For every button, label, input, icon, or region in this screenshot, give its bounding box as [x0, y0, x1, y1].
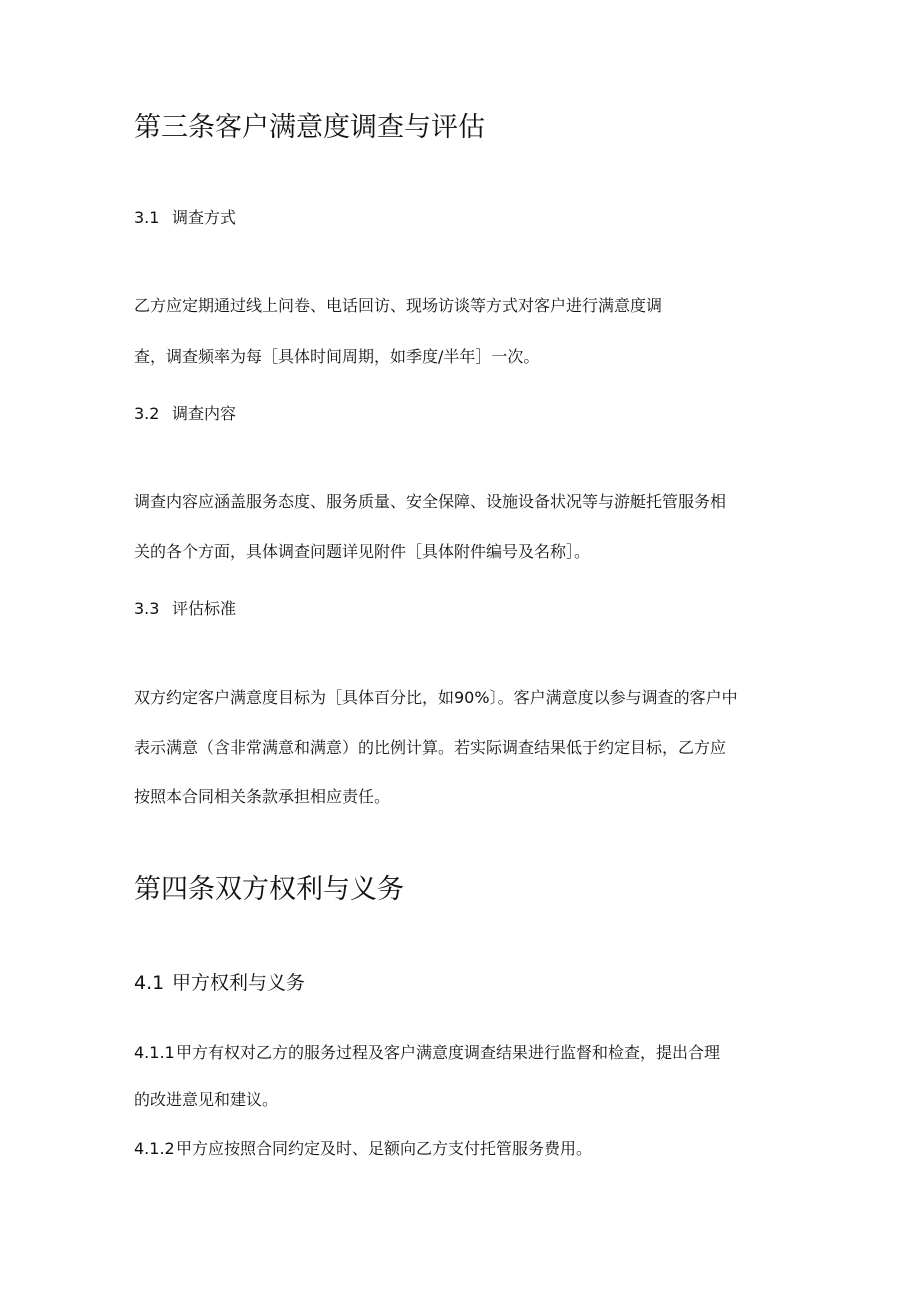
- section-number: 3.2: [134, 404, 160, 423]
- section-label: 甲方权利与义务: [172, 972, 306, 994]
- section-4-1-heading: [134, 971, 305, 995]
- paragraph-line: 乙方应定期通过线上问卷、电话回访、现场访谈等方式对客户进行满意度调: [134, 296, 663, 315]
- section-label: 评估标准: [172, 599, 237, 618]
- paragraph-line: 甲方有权对乙方的服务过程及客户满意度调查结果进行监督和检查，提出合理: [176, 1043, 721, 1062]
- article-4-title: 第四条双方权利与义务: [134, 874, 404, 905]
- section-label: 调查内容: [172, 404, 237, 423]
- clause-4-1-1-line-1: [134, 1043, 720, 1063]
- paragraph-line: 调查内容应涵盖服务态度、服务质量、安全保障、设施设备状况等与游艇托管服务相: [134, 492, 727, 511]
- section-3-3-heading: [134, 599, 236, 619]
- article-3-title: 第三条客户满意度调查与评估: [134, 112, 485, 143]
- paragraph-line: 的改进意见和建议。: [134, 1090, 279, 1109]
- section-label: 调查方式: [172, 208, 237, 227]
- section-number: 4.1: [134, 972, 165, 994]
- section-number: 3.1: [134, 208, 160, 227]
- paragraph-line: 表示满意（含非常满意和满意）的比例计算。若实际调查结果低于约定目标，乙方应: [134, 738, 727, 757]
- paragraph-line: 双方约定客户满意度目标为［具体百分比，如90%〕。客户满意度以参与调查的客户中: [134, 688, 738, 707]
- clause-4-1-2-line-1: [134, 1139, 592, 1159]
- section-3-2-heading: [134, 404, 236, 424]
- section-number: 3.3: [134, 599, 160, 618]
- clause-number: 4.1.1: [134, 1043, 175, 1062]
- paragraph-line: 关的各个方面，具体调查问题详见附件［具体附件编号及名称］。: [134, 542, 591, 561]
- section-3-1-heading: [134, 208, 236, 228]
- paragraph-line: 按照本合同相关条款承担相应责任。: [134, 787, 391, 806]
- clause-number: 4.1.2: [134, 1139, 175, 1158]
- paragraph-line: 查，调查频率为每［具体时间周期，如季度/半年］一次。: [134, 347, 540, 366]
- paragraph-line: 甲方应按照合同约定及时、足额向乙方支付托管服务费用。: [176, 1139, 593, 1158]
